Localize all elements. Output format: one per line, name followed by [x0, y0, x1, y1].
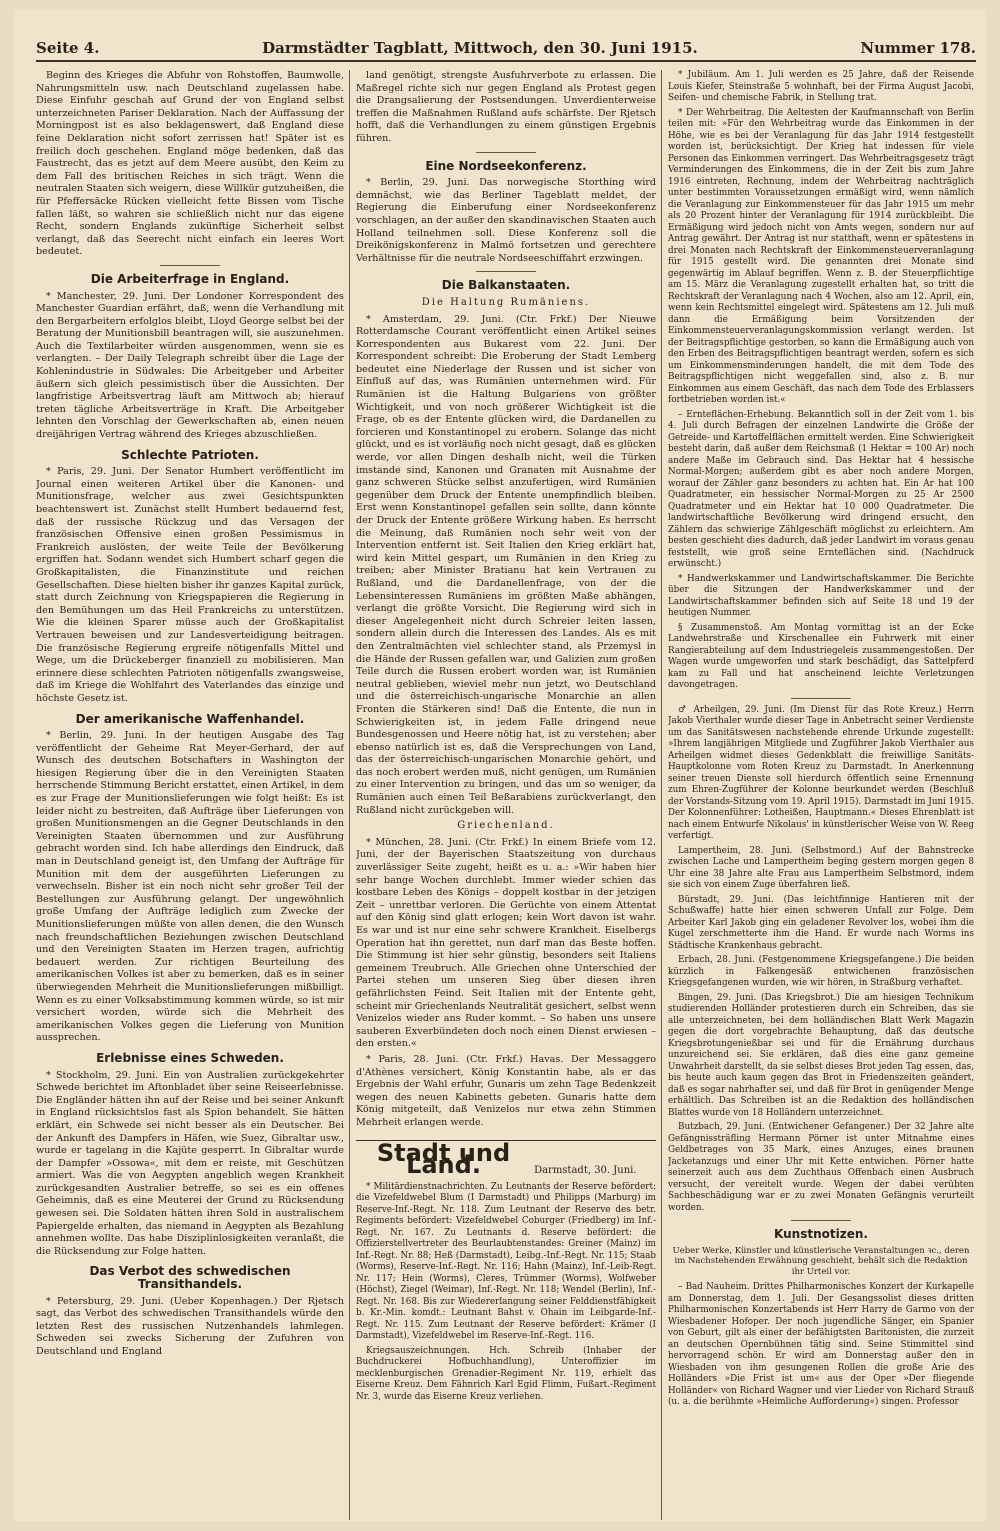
page-header — [36, 36, 976, 62]
article-headline: Erlebnisse eines Schweden. — [96, 1050, 284, 1065]
article-text: Butzbach, 29. Juni. (Entwichener Gefangener.) Der 32 Jahre alte Gefängnissträfling Hermann Pörner ist unter Mitnahme eines Geldbetrages von 35 Mark, eines Anzuges, eines braunen Jacketanzugs und einer Uhr mit Kette entwichen. Pörner hatte seinerzeit auch aus dem Zuchthaus Offenbach einen Ausbruch versucht, der vereitelt wurde. Wegen der dabei verübten Sachbeschädigung war er zu zwei Monaten Gefängnis verurteilt worden. — [668, 1122, 974, 1213]
article-text: * Manchester, 29. Juni. Der Londoner Korrespondent des Manchester Guardian erfährt, daß, wenn die Verhandlung mit den Bergarbeitern erfolglos bleibt, Lloyd George selbst bei der Beratung der Munitionsbill beantragen will, sie auszunehmen. Auch die Textilarbeiter würden ausgenommen, wenn sie es verlangten. – Der Daily Telegraph schreibt über die Lage der Kohlenindustrie in Südwales: Die Arbeitgeber und Arbeiter äußern sich gleich pessimistisch über die Aussichten. Der langfristige Arbeitsvertrag läuft am Mittwoch ab; hierauf treten tägliche Arbeitsverträge in Kraft. Die Arbeitgeber lehnten den Vorschlag der Gewerkschaften ab, einen neuen dreijährigen Vertrag während des Krieges abzuschließen. — [36, 290, 344, 441]
article-text: * Jubiläum. Am 1. Juli werden es 25 Jahre, daß der Reisende Louis Kiefer, Steinstraße 5 wohnhaft, bei der Firma August Jacobi, Seifen- und chemische Fabrik, in Stellung trat. — [668, 70, 974, 103]
issue-number: Nummer 178. — [860, 39, 976, 57]
article-text: land genötigt, strengste Ausfuhrverbote zu erlassen. Die Maßregel richte sich nur gegen England als Protest gegen die Drangsalierung der Postsendungen. Unverdienterweise treffen die Maßnahmen Rußland aufs schärfste. Der Rjetsch hofft, daß die Verhandlungen zu einem günstigen Ergebnis führen. — [356, 70, 656, 144]
article-text: Kriegsauszeichnungen. Hch. Schreib (Inhaber der Buchdruckerei Hofbuchhandlung), Unteroffizier im mecklenburgischen Grenadier-Regiment Nr. 119, erhielt das Eiserne Kreuz. Dem Fähnrich Karl Egid Flimm, Fußart.-Regiment Nr. 3, wurde das Eiserne Kreuz verliehen. — [356, 1345, 656, 1402]
article-text: * Amsterdam, 29. Juni. (Ctr. Frkf.) Der Nieuwe Rotterdamsche Courant veröffentlicht einen Artikel seines Korrespondenten aus Bukarest vom 22. Juni. Der Korrespondent schreibt: Die Eroberung der Stadt Lemberg bedeutet eine Niederlage der Russen und ist sicher von Einfluß auf das, was Rumänien unternehmen wird. Für Rumänien ist die Haltung Bulgariens von größter Wichtigkeit, und von noch größerer Wichtigkeit ist die Frage, ob es der Entente glücken wird, die Dardanellen zu forcieren und Konstantinopel zu erobern. Solange das nicht glückt, und es ist vorläufig noch nicht gesagt, daß es glücken werde, vor allen Dingen deshalb nicht, weil die Türken imstande sind, Kanonen und Granaten mit Ausnahme der ganz schweren Stücke selbst anzufertigen, wird Rumänien gegenüber dem Druck der Entente unempfindlich bleiben. Erst wenn Konstantinopel gefallen sein sollte, dann könnte der Druck der Entente größere Wirkung haben. Es herrscht die Meinung, daß Rumänien noch sehr weit von der Intervention entfernt ist. Seit Italien den Krieg erklärt hat, wird kein Mittel gespart, um Rumänien in den Krieg zu treiben; aber Minister Bratianu hat kein Vertrauen zu Rußland, und die Dardanellenfrage, von der die Lebensinteressen Rumäniens im größten Maße abhängen, verlangt die größte Vorsicht. Die Regierung wird sich in dieser Angelegenheit nicht durch Schreier leiten lassen, sondern allein durch die Interessen des Landes. Als es mit den Zentralmächten viel schlechter stand, als Przemysl in die Hände der Russen gefallen war, und Galizien zum großen Teile durch die Russen erobert worden war, ist Rumänien neutral geblieben, wieviel mehr nun jetzt, wo Deutschland und die österreichisch-ungarische Monarchie an allen Fronten die Stärkeren sind! Daß die Entente, die nun in Schwierigkeiten ist, in jedem Falle dringend neue Bundesgenossen und Heere nötig hat, ist zu verstehen; aber ebenso natürlich ist es, daß die Versprechungen von Land, das der österreichisch-ungarischen Monarchie gehört, und das noch erobert werden muß, nicht genügen, um Rumänien zu einer Intervention zu bringen, und das um so weniger, da Rumänien auch einen Teil Beßarabiens zurückverlangt, den Rußland nicht zurückgeben will. — [356, 313, 656, 816]
divider — [476, 152, 536, 153]
article-text: * Petersburg, 29. Juni. (Ueber Kopenhagen.) Der Rjetsch sagt, das Verbot des schwedischen Transithandels würde den letzten Rest des russischen Nutzenhandels lahmlegen. Schweden sei zwecks Sicherung der Zufuhren von Deutschland und England — [36, 1295, 344, 1357]
article-text: * Handwerkskammer und Landwirtschaftskammer. Die Berichte über die Sitzungen der Handwerkskammer und der Landwirtschaftskammer befinden sich auf Seite 18 und 19 der heutigen Nummer. — [668, 573, 974, 618]
article-text: – Bad Nauheim. Drittes Philharmonisches Konzert der Kurkapelle am Donnerstag, dem 1. Juli. Der Gesangssolist dieses dritten Philharmonischen Konzertabends ist Herr Harry de Garmo von der Wiesbadener Hofoper. Der noch jugendliche Sänger, ein Spanier von Geburt, gilt als einer der befähigtsten Baritonisten, die zurzeit an deutschen Opernbühnen tätig sind. Seine Stimmittel sind hervorragend schön. Er wird am Donnerstag außer den in Wiesbaden von ihm gesungenen Rollen die große Arie des Holländers »Die Frist ist um« aus der Oper »Der fliegende Holländer« von Richard Wagner und vier Lieder von Richard Strauß (u. a. die berühmte »Heimliche Aufforderung«) singen. Professor — [668, 1282, 974, 1408]
article-text: * München, 28. Juni. (Ctr. Frkf.) In einem Briefe vom 12. Juni, der der Bayerischen Staatszeitung von durchaus zuverlässiger Seite zugeht, heißt es u. a.: »Wir haben hier sehr bange Wochen durchlebt. Immer wieder schien das kostbare Leben des Königs – doppelt kostbar in der jetzigen Zeit – unrettbar verloren. Die Gerüchte von einem Attentat auf den König sind glatt erlogen; kein Wort davon ist wahr. Es war und ist nur eine sehr schwere Krankheit. Eiselbergs Operation hat ihn gerettet, nun darf man das Beste hoffen. Die Stimmung ist hier sehr günstig, besonders seit Italiens gemeinem Treubruch. Alle Griechen ohne Unterschied der Partei stehen um unseren Sieg über diesen ihren gefährlichsten Feind. Seit Italien mit der Entente geht, scheint mir Griechenlands Neutralität gesichert, selbst wenn Venizelos wieder ans Ruder kommt. – So haben uns unsere sauberen Exverbündeten doch noch einen Dienst erwiesen – den ersten.« — [356, 836, 656, 1050]
article-text: Erbach, 28. Juni. (Festgenommene Kriegsgefangene.) Die beiden kürzlich in Falkengesäß entwichenen französischen Kriegsgefangenen wurden, wie wir hören, in Straßburg verhaftet. — [668, 955, 974, 988]
article-text: * Der Wehrbeitrag. Die Aeltesten der Kaufmannschaft von Berlin teilen mit: »Für den Wehrbeitrag wurde das Einkommen in der Höhe, wie es bei der Veranlagung für das Jahr 1914 festgestellt worden ist, berücksichtigt. Der Krieg hat indessen für viele Personen das Einkommen verringert. Das Wehrbeitragsgesetz trägt Verminderungen des Einkommens, die in der Zeit bis zum Jahre 1916 eintreten, Rechnung, indem der Wehrbeitrag nachträglich unter bestimmten Voraussetzungen ermäßigt wird, wenn nämlich die Veranlagung zur Einkommensteuer für das Jahr 1915 um mehr als 20 Prozent hinter der Veranlagung für 1914 zurückbleibt. Die Ermäßigung wird jedoch nicht von Amts wegen, sondern nur auf Antrag gewährt. Der Antrag ist nur statthaft, wenn er spätestens in drei Monaten nach Rechtskraft der Einkommensteuerveranlagung für 1915 gestellt wird. Die genannten drei Monate sind gegenwärtig im Ablauf begriffen. Wenn z. B. der Steuerpflichtige am 15. März die Veranlagung zugestellt erhalten hat, so tritt die Rechtskraft der Veranlagung nach 4 Wochen, also am 12. April, ein, wenn kein Rechtsmittel eingelegt wird. Spätestens am 12. Juli muß dann die Ermäßigung beim Vorsitzenden der Einkommensteuerveranlagungskommission verlangt werden. Ist der Beitragspflichtige gestorben, so kann die Ermäßigung auch von den Erben des Beitragspflichtigen beantragt werden, sofern es sich um Einkommensminderungen handelt, die mit dem Tode des Beitragspflichtigen nicht weggefallen sind, also z. B. nur Einkommen aus einem Geschäft, das nach dem Tode des Erblassers fortbetrieben worden ist.« — [668, 107, 974, 405]
article-text: – Ernteflächen-Erhebung. Bekanntlich soll in der Zeit vom 1. bis 4. Juli durch Befragen der einzelnen Landwirte die Größe der Getreide- und Kartoffelflächen ermittelt werden. Eine Schwierigkeit besteht darin, daß außer dem Reichsmaß (1 Hektar = 100 Ar) noch andere Maße im Gebrauch sind. Das Hektar hat 4 hessische Normal-Morgen; außerdem gibt es aber noch andere Morgen, worauf der Zähler ganz besonders zu achten hat. Ein Ar hat 100 Quadratmeter, ein hessischer Normal-Morgen zu 25 Ar 2500 Quadratmeter und ein Hektar hat 10 000 Quadratmeter. Die landwirtschaftliche Bevölkerung wird dringend ersucht, den Zählern das schwierige Zählgeschäft möglichst zu erleichtern. Am besten geschieht dies dadurch, daß jeder Landwirt im voraus genau feststellt, wie groß seine Ernteflächen sind. (Nachdruck erwünscht.) — [668, 409, 974, 569]
column-2 — [356, 70, 656, 1520]
article-headline: Die Arbeiterfrage in England. — [90, 271, 290, 286]
article-text: Lampertheim, 28. Juni. (Selbstmord.) Auf der Bahnstrecke zwischen Lache und Lampertheim beging gestern morgen gegen 8 Uhr eine 38 Jahre alte Frau aus Lampertheim Selbstmord, indem sie sich von einem Zuge überfahren ließ. — [668, 845, 974, 890]
newspaper-page — [14, 10, 986, 1521]
column-rule — [661, 70, 662, 1520]
article-subheadline: Griechenland. — [457, 820, 555, 832]
section-dateline: Darmstadt, 30. Juni. — [534, 1165, 637, 1177]
article-subheadline: Die Haltung Rumäniens. — [421, 296, 591, 308]
article-text: * Berlin, 29. Juni. Das norwegische Storthing wird demnächst, wie das Berliner Tageblatt meldet, der Regierung die Einberufung einer Nordseekonferenz vorschlagen, an der außer den skandinavischen Staaten auch Holland teilnehmen soll. Diese Konferenz soll die Dreikönigskonferenz in Malmö fortsetzen und gerechtere Verhältnisse für die neutrale Nordseeschiffahrt erzwingen. — [356, 177, 656, 264]
article-headline: Der amerikanische Waffenhandel. — [75, 711, 305, 726]
article-text: * Berlin, 29. Juni. In der heutigen Ausgabe des Tag veröffentlicht der Geheime Rat Meyer-Gerhard, der auf Wunsch des deutschen Botschafters in Washington der hiesigen Regierung über die in den Vereinigten Staaten herrschende Stimmung Bericht erstattet, einen Artikel, in dem es zur Frage der Munitionslieferungen wie folgt heißt: Es ist leider nicht zu bestreiten, daß Aufträge über Lieferungen von großen Munitionsmengen an die Gegner Deutschlands in den Vereinigten Staaten übernommen und zur Ausführung gebracht worden sind. Ich habe allerdings den Eindruck, daß man in Deutschland geneigt ist, den Umfang der Aufträge für Munition mit dem der ausgeführten Lieferungen zu verwechseln. Bisher ist ein noch nicht sehr großer Teil der Bestellungen zur Ausführung gelangt. Der ungewöhnlich große Umfang der Aufträge lediglich zum Zwecke der Munitionslieferungen müßte von allen denen, die den Wunsch nach freundschaftlichen Beziehungen zwischen Deutschland und den Vereinigten Staaten im Herzen tragen, aufrichtig bedauert werden. Zur richtigen Beurteilung des amerikanischen Volkes ist aber zu bemerken, daß es in seiner überwiegenden Mehrheit die Munitionslieferungen mißbilligt. Wenn es zu einer Volksabstimmung kommen würde, so ist mir versichert worden, würde sich die Mehrheit des amerikanischen Volkes gegen die Lieferung von Munition aussprechen. — [36, 730, 344, 1044]
article-headline: Kunstnotizen. — [774, 1227, 868, 1241]
article-headline: Schlechte Patrioten. — [121, 447, 259, 462]
column-1 — [36, 70, 344, 1520]
article-headline: Das Verbot des schwedischen Transithandels. — [89, 1264, 291, 1292]
article-text: Beginn des Krieges die Abfuhr von Rohstoffen, Baumwolle, Nahrungsmitteln usw. nach Deutschland zugelassen habe. Diese Einfuhr geschah auf Grund der von England selbst unterzeichneten Pariser Deklaration. Nach der Auffassung der Morningpost ist es also beklagenswert, daß England diese feine Deklaration nicht sofort zerrissen hat! Später ist es freilich doch geschehen. England möge bedenken, daß das Faustrecht, das es jetzt auf dem Meere ausübt, den Keim zu dem Fall des britischen Reiches in sich trägt. Wenn die neutralen Staaten sich weigern, diese Willkür gutzuheißen, die für Pfeffersäcke Rücken vielleicht fette Bissen vom Tische fallen läßt, so wahren sie schließlich nicht nur das eigene Recht, sondern Englands zukünftige Sicherheit selbst verlangt, daß das Seerecht nicht einfach ein leeres Wort bedeutet. — [36, 70, 344, 258]
page-number: Seite 4. — [36, 39, 100, 57]
editorial-note: Ueber Werke, Künstler und künstlerische Veranstaltungen ꝛc., deren im Nachstehenden Erwähnung geschieht, behält sich die Redaktion ihr Urteil vor. — [672, 1245, 970, 1277]
masthead-date: Darmstädter Tagblatt, Mittwoch, den 30. Juni 1915. — [262, 39, 698, 57]
article-text: Bingen, 29. Juni. (Das Kriegsbrot.) Die am hiesigen Technikum studierenden Holländer protestieren durch ein Schreiben, das sie alle unterzeichneten, bei dem holländischen Blatt Werk Magazin gegen die dort vorgebrachte Behauptung, daß das deutsche Kriegsbrotungenießbar sei und für die Ernährung durchaus unzureichend sei. Sie erklären, daß dies eine ganz gemeine Unwahrheit darstellt, da sie selbst dieses Brot jeden Tag essen, das, bis heute auch kaum gegen das Brot in Friedenszeiten geändert, daß es sogar nahrhafter sei, und daß für Brot in genügender Menge erhältlich. Das Schreiben ist an die Redaktion des holländischen Blattes wurde von 18 Holländern unterzeichnet. — [668, 992, 974, 1118]
divider — [476, 271, 536, 272]
column-rule — [349, 70, 350, 1520]
article-headline: Eine Nordseekonferenz. — [425, 158, 587, 173]
divider — [791, 1220, 851, 1221]
divider — [160, 265, 220, 266]
article-headline: Die Balkanstaaten. — [441, 278, 571, 293]
article-text: * Paris, 28. Juni. (Ctr. Frkf.) Havas. Der Messaggero d'Athènes versichert, König Konstantin habe, als er das Ergebnis der Wahl erfuhr, Gunaris um zehn Tage Bedenkzeit wegen des neuen Kabinetts gebeten. Gunaris hatte dem König mitgeteilt, daß Venizelos nur etwa zehn Stimmen Mehrheit erlangen werde. — [356, 1053, 656, 1128]
section-header — [356, 1140, 656, 1178]
article-text: Bürstadt, 29. Juni. (Das leichtfinnige Hantieren mit der Schußwaffe) hatte hier einen schweren Unfall zur Folge. Dem Arbeiter Karl Jakob ging ein geladener Revolver los, wobei ihm die Kugel zerschmetterte ihm die Hand. Er wurde nach Worms ins Städtische Krankenhaus gebracht. — [668, 894, 974, 951]
article-text: * Paris, 29. Juni. Der Senator Humbert veröffentlicht im Journal einen weiteren Artikel über die Kanonen- und Munitionsfrage, welcher aus zwei Gesichtspunkten beachtenswert ist. Zunächst stellt Humbert bedauernd fest, daß der russische Rückzug und das Versagen der französischen Offensive einen großen Pessimismus in Frankreich auslösten, der weite Teile der Bevölkerung ergriffen hat. Sodann wendet sich Humbert scharf gegen die Großkapitalisten, die Finanzinstitute und reichen Gesellschaften. Diese hielten bisher ihr ganzes Kapital zurück, statt durch Zeichnung von Kriegspapieren die Regierung in den Bemühungen um das Heil Frankreichs zu unterstützen. Wie die kleinen Sparer müsse auch der Großkapitalist Vertrauen beweisen und zur Landesverteidigung beitragen. Die französische Regierung ergreife nötigenfalls Mittel und Wege, um die Drückeberger finanziell zu mobilisieren. Man erinnere diese schlechten Patrioten nötigenfalls zwangsweise, daß im Kriege die Wohlfahrt des Vaterlandes das einzige und höchste Gesetz ist. — [36, 466, 344, 704]
divider — [791, 698, 851, 699]
article-text: § Zusammenstoß. Am Montag vormittag ist an der Ecke Landwehrstraße und Kirschenallee ein Fuhrwerk mit einer Rangierabteilung auf dem Industriegeleis zusammengestoßen. Der Wagen wurde umgeworfen und stark beschädigt, das Sattelpferd kam zu Fall und hat anscheinend leichte Verletzungen davongetragen. — [668, 622, 974, 690]
article-text: * Militärdienstnachrichten. Zu Leutnants der Reserve befördert: die Vizefeldwebel Blum (I Darmstadt) und Philipps (Marburg) im Reserve-Inf.-Regt. Nr. 118. Zum Leutnant der Reserve des betr. Regiments befördert: Vizefeldwebel Coburger (Friedberg) im Inf.-Regt. Nr. 167. Zu Leutnants d. Reserve befördert: die Offizierstellvertreter des Beurlaubtenstandes: Greiner (Mainz) im Inf.-Regt. Nr. 88; Heß (Darmstadt), Leibg.-Inf.-Regt. Nr. 115; Staab (Worms), Reserve-Inf.-Regt. Nr. 116; Hahn (Mainz), Inf.-Leib-Regt. Nr. 117; Hein (Worms), Cleres, Trümmer (Worms), Wolfweber (Höchst), Ziegel (Weimar), Inf.-Regt. Nr. 118; Wendel (Berlin), Inf.-Regt. Nr. 168. Bis zur Wiedererlangung seiner Felddienstfähigkeit b. Kr.-Min. komdt.: Leutnant Bahst v. Ohain im Leibgarde-Inf.-Regt. Nr. 115. Zum Leutnant der Reserve befördert: Krämer (I Darmstadt), Vizefeldwebel im Reserve-Inf.-Regt. 116. — [356, 1181, 656, 1342]
article-text: ♂ Arheilgen, 29. Juni. (Im Dienst für das Rote Kreuz.) Herrn Jakob Vierthaler wurde dieser Tage in Anbetracht seiner Verdienste um das Sanitätswesen nachstehende ehrende Urkunde zugestellt: »Ihrem langjährigen Mitgliede und Zugführer Jakob Vierthaler aus Arheilgen widmet dieses Gedenkblatt die freiwillige Sanitäts-Hauptkolonne vom Roten Kreuz zu Darmstadt. In Anerkennung seiner treuen Dienste soll hierdurch öffentlich seine Ernennung zum Ehren-Zugführer der Kolonne beurkundet werden (Beschluß der Vorstands-Sitzung vom 19. April 1915). Darmstadt im Juni 1915. Der Kolonnenführer: Lotheißen, Hauptmann.« Dieses Ehrenblatt ist nach einem Entwurfe Nikolaus' in künstlerischer Weise von W. Reeg verfertigt. — [668, 704, 974, 841]
column-3 — [668, 70, 974, 1520]
article-text: * Stockholm, 29. Juni. Ein von Australien zurückgekehrter Schwede berichtet im Aftonbladet über seine Reiseerlebnisse. Die Engländer hätten ihn auf der Reise und bei seiner Ankunft in England rücksichtslos fast als Spion behandelt. Sie hätten erklärt, ein Schwede sei nicht besser als ein Deutscher. Bei der Ankunft des Dampfers in Häfen, wie Suez, Gibraltar usw., wurde er tagelang in die Kajüte gesperrt. In Gibraltar wurde der Dampfer »Ossowa«, mit dem er reiste, mit Geschützen armiert. Was die von Aegypten angeblich wegen Krankheit zurückgesandten Australier betreffe, so sei es ein offenes Geheimnis, daß es eine Meuterei der Grund zu Rücksendung gewesen sei. Die Soldaten hätten ihren Sold in australischem Papiergelde erhalten, das niemand in Aegypten als Bezahlung annehmen wollte. Das habe Disziplinlosigkeiten veranlaßt, die die Rücksendung zur Folge hatten. — [36, 1069, 344, 1257]
section-title: Stadt und Land. — [376, 1138, 511, 1180]
